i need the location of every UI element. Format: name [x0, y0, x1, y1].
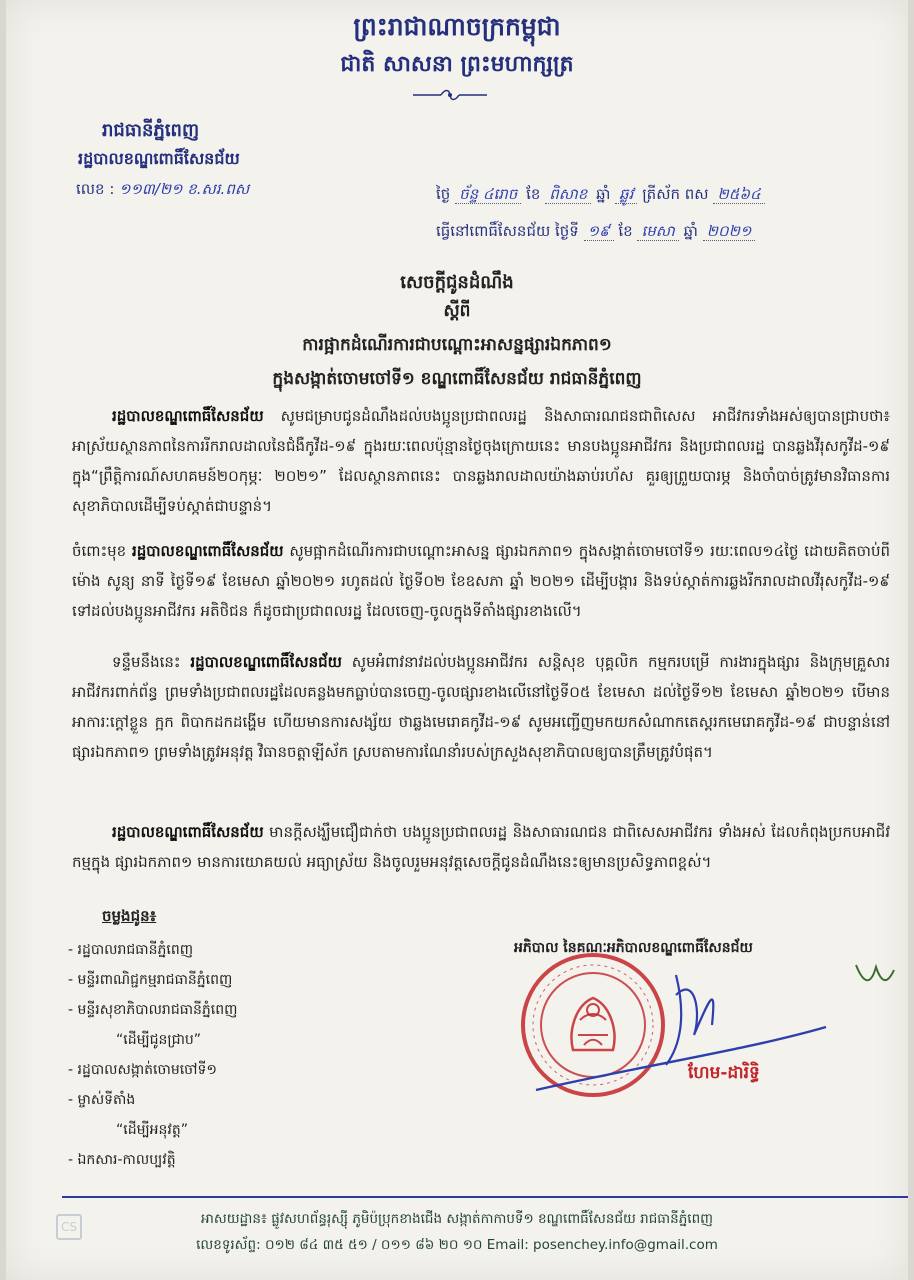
cc-purpose-note: “ដើម្បីជូនជ្រាប”: [116, 1032, 202, 1048]
signatory-title: អភិបាល នៃគណៈអភិបាលខណ្ឌពោធិ៍សែនជ័យ: [514, 940, 753, 956]
ref-value: ១១៣/២១ ខ.សរ.ពស: [119, 180, 250, 198]
body-paragraph-4: [72, 817, 890, 877]
solar-year-label: ឆ្នាំ: [683, 222, 698, 240]
p1-authority: រដ្ឋបាលខណ្ឌពោធិ៍សែនជ័យ: [112, 407, 264, 425]
notice-title: សេចក្តីជូនដំណឹង: [400, 272, 514, 293]
notice-about: ស្តីពី: [443, 301, 471, 321]
solar-year: ២០២១: [703, 222, 756, 241]
cc-item: - ឯកសារ-កាលប្បវត្តិ: [68, 1152, 176, 1168]
era-value: ២៥៦៤: [713, 185, 764, 204]
cc-item: - រដ្ឋបាលរាជធានីភ្នំពេញ: [68, 942, 194, 958]
subject-line-1: ការផ្អាកដំណើរការជាបណ្តោះអាសន្នផ្សារឯកភាព១: [302, 335, 612, 355]
cc-item: - មន្ទីរសុខាភិបាលរាជធានីភ្នំពេញ: [68, 1002, 238, 1018]
footer-divider: [62, 1196, 908, 1198]
municipality-name: រាជធានីភ្នំពេញ: [102, 120, 200, 141]
document-page: [6, 0, 908, 1280]
p4-text: មានក្តីសង្ឃឹមជឿជាក់ថា បងប្អូនប្រជាពលរដ្ឋ និងសាធារណជន ជាពិសេសអាជីវករ ទាំងអស់ ដែលកំពុងប្រកបអាជីវកម្មក្នុង ផ្សារឯកភាព១ មានការយោគយល់ អធ្យាស្រ័យ និងចូលរួមអនុវត្តសេចក្តីជូនដំណឹងនេះឲ្យមានប្រសិទ្ធភាពខ្ពស់។: [72, 823, 890, 871]
lunar-day: ច័ន្ទ ៤រោច: [455, 185, 521, 204]
p2-text: សូមផ្អាកដំណើរការជាបណ្តោះអាសន្ន ផ្សារឯកភាព១ ក្នុងសង្កាត់ចោមចៅទី១ រយៈពេល១៤ថ្ងៃ ដោយគិតចាប់ពីម៉ោង សូន្យ នាទី ថ្ងៃទី១៩ ខែមេសា ឆ្នាំ២០២១ រហូតដល់ ថ្ងៃទី០២ ខែឧសភា ឆ្នាំ ២០២១ ដើម្បីបង្ការ និងទប់ស្កាត់ការឆ្លងរីករាលដាលវីរុសកូវីដ-១៩ ទៅដល់បងប្អូនអាជីវករ អតិថិជន ក៏ដូចជាប្រជាពលរដ្ឋ ដែលចេញ-ចូលក្នុងទីតាំងផ្សារខាងលើ។: [72, 542, 890, 620]
lunar-year-label: ឆ្នាំ: [596, 185, 611, 203]
p3-text: សូមអំពាវនាវដល់បងប្អូនអាជីវករ សន្តិសុខ បុគ្គលិក កម្មករបម្រើ ការងារក្នុងផ្សារ និងក្រុមគ្រួសារអាជីវករពាក់ព័ន្ធ ព្រមទាំងប្រជាពលរដ្ឋដែលគន្លងមកធ្លាប់បានចេញ-ចូលផ្សារខាងលើនៅថ្ងៃទី០៥ ខែមេសា ដល់ថ្ងៃទី១២ ខែមេសា ឆ្នាំ២០២១ បើមានអាការៈក្តៅខ្លួន ក្អក ពិបាកដកដង្ហើម ហើយមានការសង្ស័យ ថាឆ្លងមេរោគកូវីដ-១៩ សូមអញ្ជើញមកយកសំណាកតេស្តរកមេរោគកូវីដ-១៩ ជាបន្ទាន់នៅផ្សារឯកភាព១ ព្រមទាំងត្រូវអនុវត្ត វិធានចត្តាឡីស័ក ស្របតាមការណែនាំរបស់ក្រសួងសុខាភិបាលឲ្យបានត្រឹមត្រូវបំផុត។: [72, 653, 890, 761]
p4-authority: រដ្ឋបាលខណ្ឌពោធិ៍សែនជ័យ: [112, 823, 264, 841]
cc-list: [68, 935, 237, 1175]
cc-item: - រដ្ឋបាលសង្កាត់ចោមចៅទី១: [68, 1062, 217, 1078]
district-administration: រដ្ឋបាលខណ្ឌពោធិ៍សែនជ័យ: [78, 149, 240, 168]
lunar-date-line: [436, 185, 765, 207]
p3-authority: រដ្ឋបាលខណ្ឌពោធិ៍សែនជ័យ: [190, 653, 342, 671]
solar-month: មេសា: [637, 222, 678, 241]
lunar-month-label: ខែ: [526, 185, 541, 203]
lunar-month: ពិសាខ: [545, 185, 591, 204]
cc-purpose-note: “ដើម្បីអនុវត្ត”: [116, 1122, 188, 1138]
ref-label: លេខ :: [76, 180, 115, 198]
footer-address: អាសយដ្ឋាន៖ ផ្លូវសហព័ន្ធរុស្ស៊ី ភូមិប៉ប្រុកខាងជើង សង្កាត់កាកាបទី១ ខណ្ឌពោធិ៍សែនជ័យ រាជធានីភ្នំពេញ: [200, 1211, 714, 1227]
ornament-divider-icon: [411, 88, 489, 102]
signatory-name: ហែម-ដារិទ្ធិ: [688, 1063, 760, 1083]
footer-contact: លេខទូរស័ព្ទ: ០១២ ៨៤ ៣៥ ៥១ / ០១១ ៨៦ ២០ ១០ Email: posenchey.info@gmail.com: [196, 1237, 718, 1253]
body-paragraph-3: [72, 647, 890, 767]
lunar-prefix: ថ្ងៃ: [436, 185, 451, 203]
national-motto: ជាតិ សាសនា ព្រះមហាក្សត្រ: [340, 52, 574, 77]
body-paragraph-1: [72, 401, 890, 521]
solar-date-line: [436, 222, 755, 244]
p2-authority: រដ្ឋបាលខណ្ឌពោធិ៍សែនជ័យ: [131, 542, 284, 560]
camscanner-logo-icon: CS: [56, 1214, 82, 1240]
p2-prefix: ចំពោះមុខ: [72, 542, 132, 560]
body-paragraph-2: [72, 536, 890, 626]
p1-text: សូមជម្រាបជូនដំណឹងដល់បងប្អូនប្រជាពលរដ្ឋ និងសាធារណជនជាពិសេស អាជីវករទាំងអស់ឲ្យបានជ្រាបថា៖ អាស្រ័យស្ថានភាពនៃការរីករាលដាលនៃជំងឺកូវីដ-១៩ ក្នុងរយៈពេលប៉ុន្មានថ្ងៃចុងក្រោយនេះ មានបងប្អូនអាជីវករ និងប្រជាពលរដ្ឋ បានឆ្លងវីរុសកូវីដ-១៩ ក្នុង“ព្រឹត្តិការណ៍សហគមន៍២០កុម្ភៈ ២០២១” ដែលស្ថានភាពនេះ បានឆ្លងរាលដាលយ៉ាងឆាប់រហ័ស គួរឲ្យព្រួយបារម្ភ និងចាំបាច់ត្រូវមានវិធានការសុខាភិបាលដើម្បីទប់ស្កាត់ជាបន្ទាន់។: [72, 407, 890, 515]
solar-month-label: ខែ: [618, 222, 633, 240]
cc-title: ចម្លងជូន៖: [102, 907, 157, 925]
era-label: ត្រីស័ក ពស: [642, 185, 709, 203]
reference-number: [76, 180, 249, 202]
kingdom-heading: ព្រះរាជាណាចក្រកម្ពុជា: [353, 12, 561, 41]
p3-prefix: ទន្ទឹមនឹងនេះ: [112, 653, 191, 671]
cc-item: - មន្ទីរពាណិជ្ជកម្មរាជធានីភ្នំពេញ: [68, 972, 233, 988]
cc-item: - ម្ចាស់ទីតាំង: [68, 1092, 136, 1108]
solar-day: ១៩: [584, 222, 614, 241]
solar-prefix: ធ្វើនៅពោធិ៍សែនជ័យ ថ្ងៃទី: [436, 222, 579, 240]
lunar-year: ឆ្លូវ: [615, 185, 637, 204]
subject-line-2: ក្នុងសង្កាត់ចោមចៅទី១ ខណ្ឌពោធិ៍សែនជ័យ រាជធានីភ្នំពេញ: [272, 369, 642, 389]
